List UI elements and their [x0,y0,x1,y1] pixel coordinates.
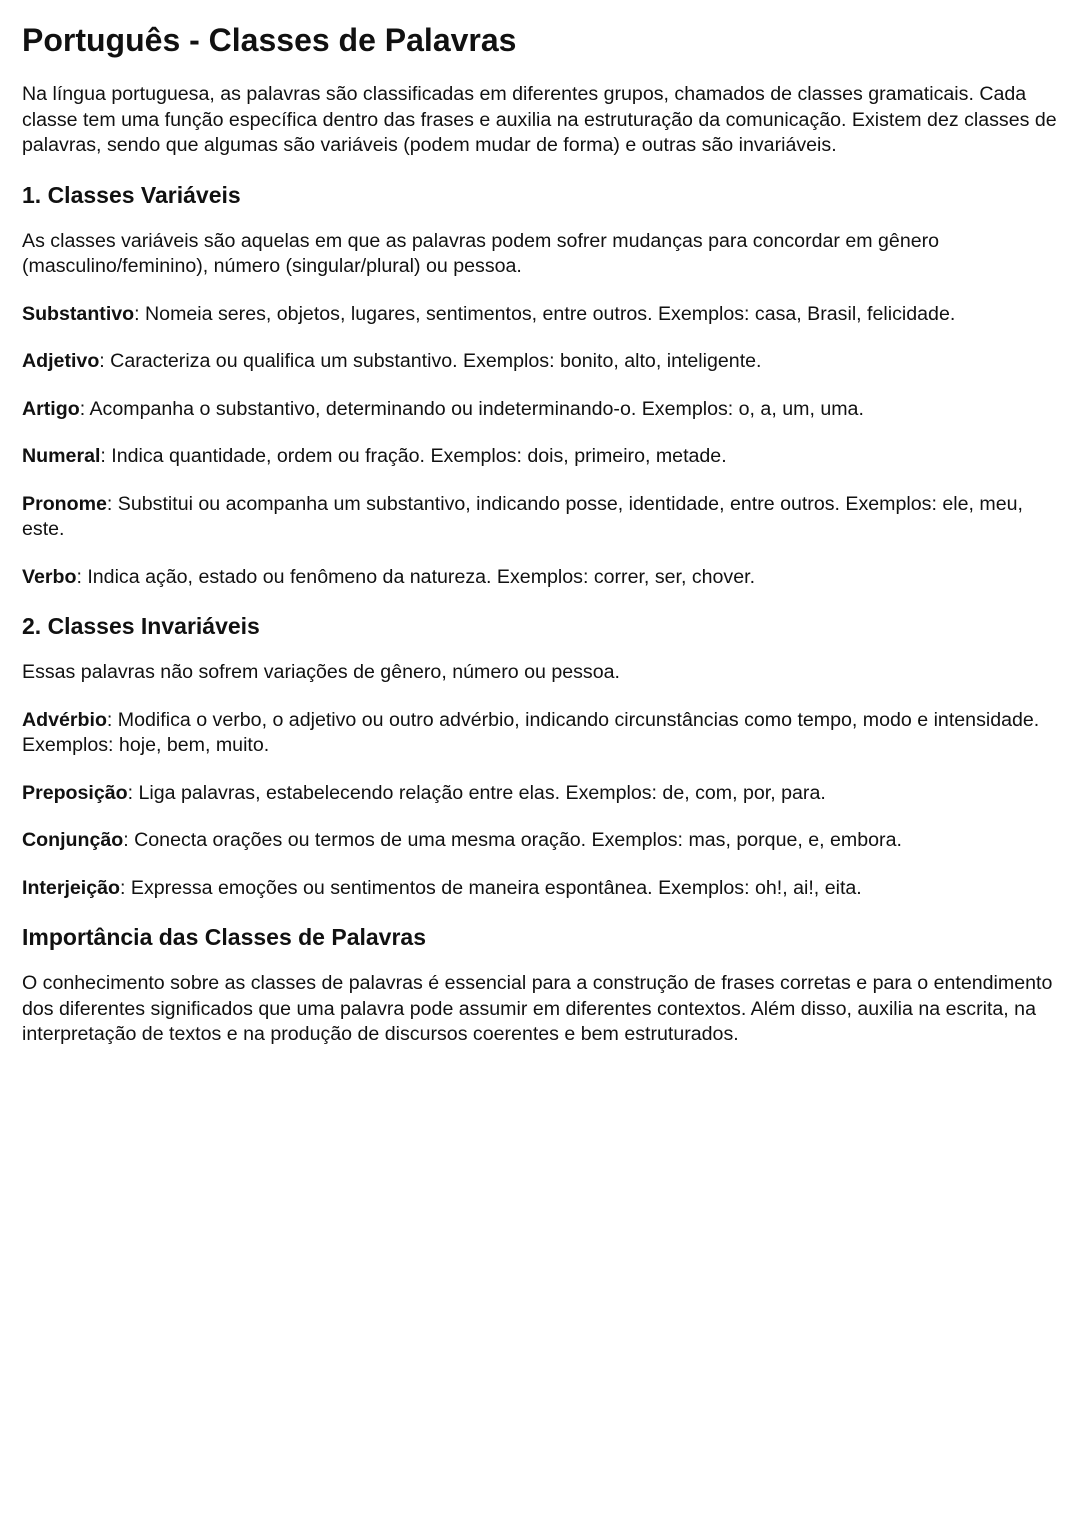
definition-term: Artigo [22,397,80,420]
definition-term: Preposição [22,781,128,804]
definition-text: : Nomeia seres, objetos, lugares, sentimentos, entre outros. Exemplos: casa, Brasil, felicidade. [134,302,956,325]
definition-text: : Expressa emoções ou sentimentos de maneira espontânea. Exemplos: oh!, ai!, eita. [120,876,862,899]
definition-text: : Conecta orações ou termos de uma mesma oração. Exemplos: mas, porque, e, embora. [123,829,902,851]
definition-text: : Indica ação, estado ou fenômeno da natureza. Exemplos: correr, ser, chover. [76,565,756,588]
intro-paragraph: Na língua portuguesa, as palavras são classificadas em diferentes grupos, chamados de classes gramaticais. Cada classe tem uma função específica dentro das frases e auxilia na estruturação da comunicação. Existem dez classes de palavras, sendo que algumas são variáveis (podem mudar de forma) e outras são invariáveis. [22,83,1057,156]
definition-item [22,565,1058,591]
definition-item [22,876,1058,902]
definition-item [22,444,1058,470]
section-heading-importancia: Importância das Classes de Palavras [22,924,426,950]
section-intro-invariaveis: Essas palavras não sofrem variações de gênero, número ou pessoa. [22,661,620,683]
invariaveis-list [22,708,1058,902]
definition-item [22,302,1058,328]
definition-text: : Modifica o verbo, o adjetivo ou outro advérbio, indicando circunstâncias como tempo, modo e intensidade. Exemplos: hoje, bem, muito. [22,708,1040,756]
importancia-paragraph: O conhecimento sobre as classes de palavras é essencial para a construção de frases corretas e para o entendimento dos diferentes significados que uma palavra pode assumir em diferentes contextos. Além disso, auxilia na escrita, na interpretação de textos e na produção de discursos coerentes e bem estruturados. [22,972,1053,1045]
definition-term: Pronome [22,492,107,515]
definition-term: Advérbio [22,708,107,731]
definition-item [22,828,1058,854]
section-intro-variaveis: As classes variáveis são aquelas em que as palavras podem sofrer mudanças para concordar em gênero (masculino/feminino), número (singular/plural) ou pessoa. [22,229,940,277]
section-heading-variaveis: 1. Classes Variáveis [22,181,241,208]
variaveis-list [22,302,1058,591]
definition-text: : Caracteriza ou qualifica um substantivo. Exemplos: bonito, alto, inteligente. [99,350,762,372]
definition-text: : Liga palavras, estabelecendo relação entre elas. Exemplos: de, com, por, para. [127,781,826,804]
definition-item [22,492,1058,543]
definition-text: : Acompanha o substantivo, determinando ou indeterminando-o. Exemplos: o, a, um, uma. [79,397,864,420]
page-title: Português - Classes de Palavras [22,22,517,58]
definition-term: Adjetivo [22,350,100,372]
definition-text: : Indica quantidade, ordem ou fração. Exemplos: dois, primeiro, metade. [100,445,727,467]
definition-term: Verbo [22,565,77,588]
definition-term: Conjunção [22,829,124,851]
definition-term: Interjeição [22,876,121,899]
definition-term: Numeral [22,445,101,467]
definition-item [22,349,1058,375]
definition-item [22,397,1058,423]
definition-term: Substantivo [22,302,135,325]
definition-text: : Substitui ou acompanha um substantivo, indicando posse, identidade, entre outros. Exemplos: ele, meu, este. [22,492,1023,540]
section-heading-invariaveis: 2. Classes Invariáveis [22,613,260,639]
definition-item [22,781,1058,807]
definition-item [22,708,1058,759]
